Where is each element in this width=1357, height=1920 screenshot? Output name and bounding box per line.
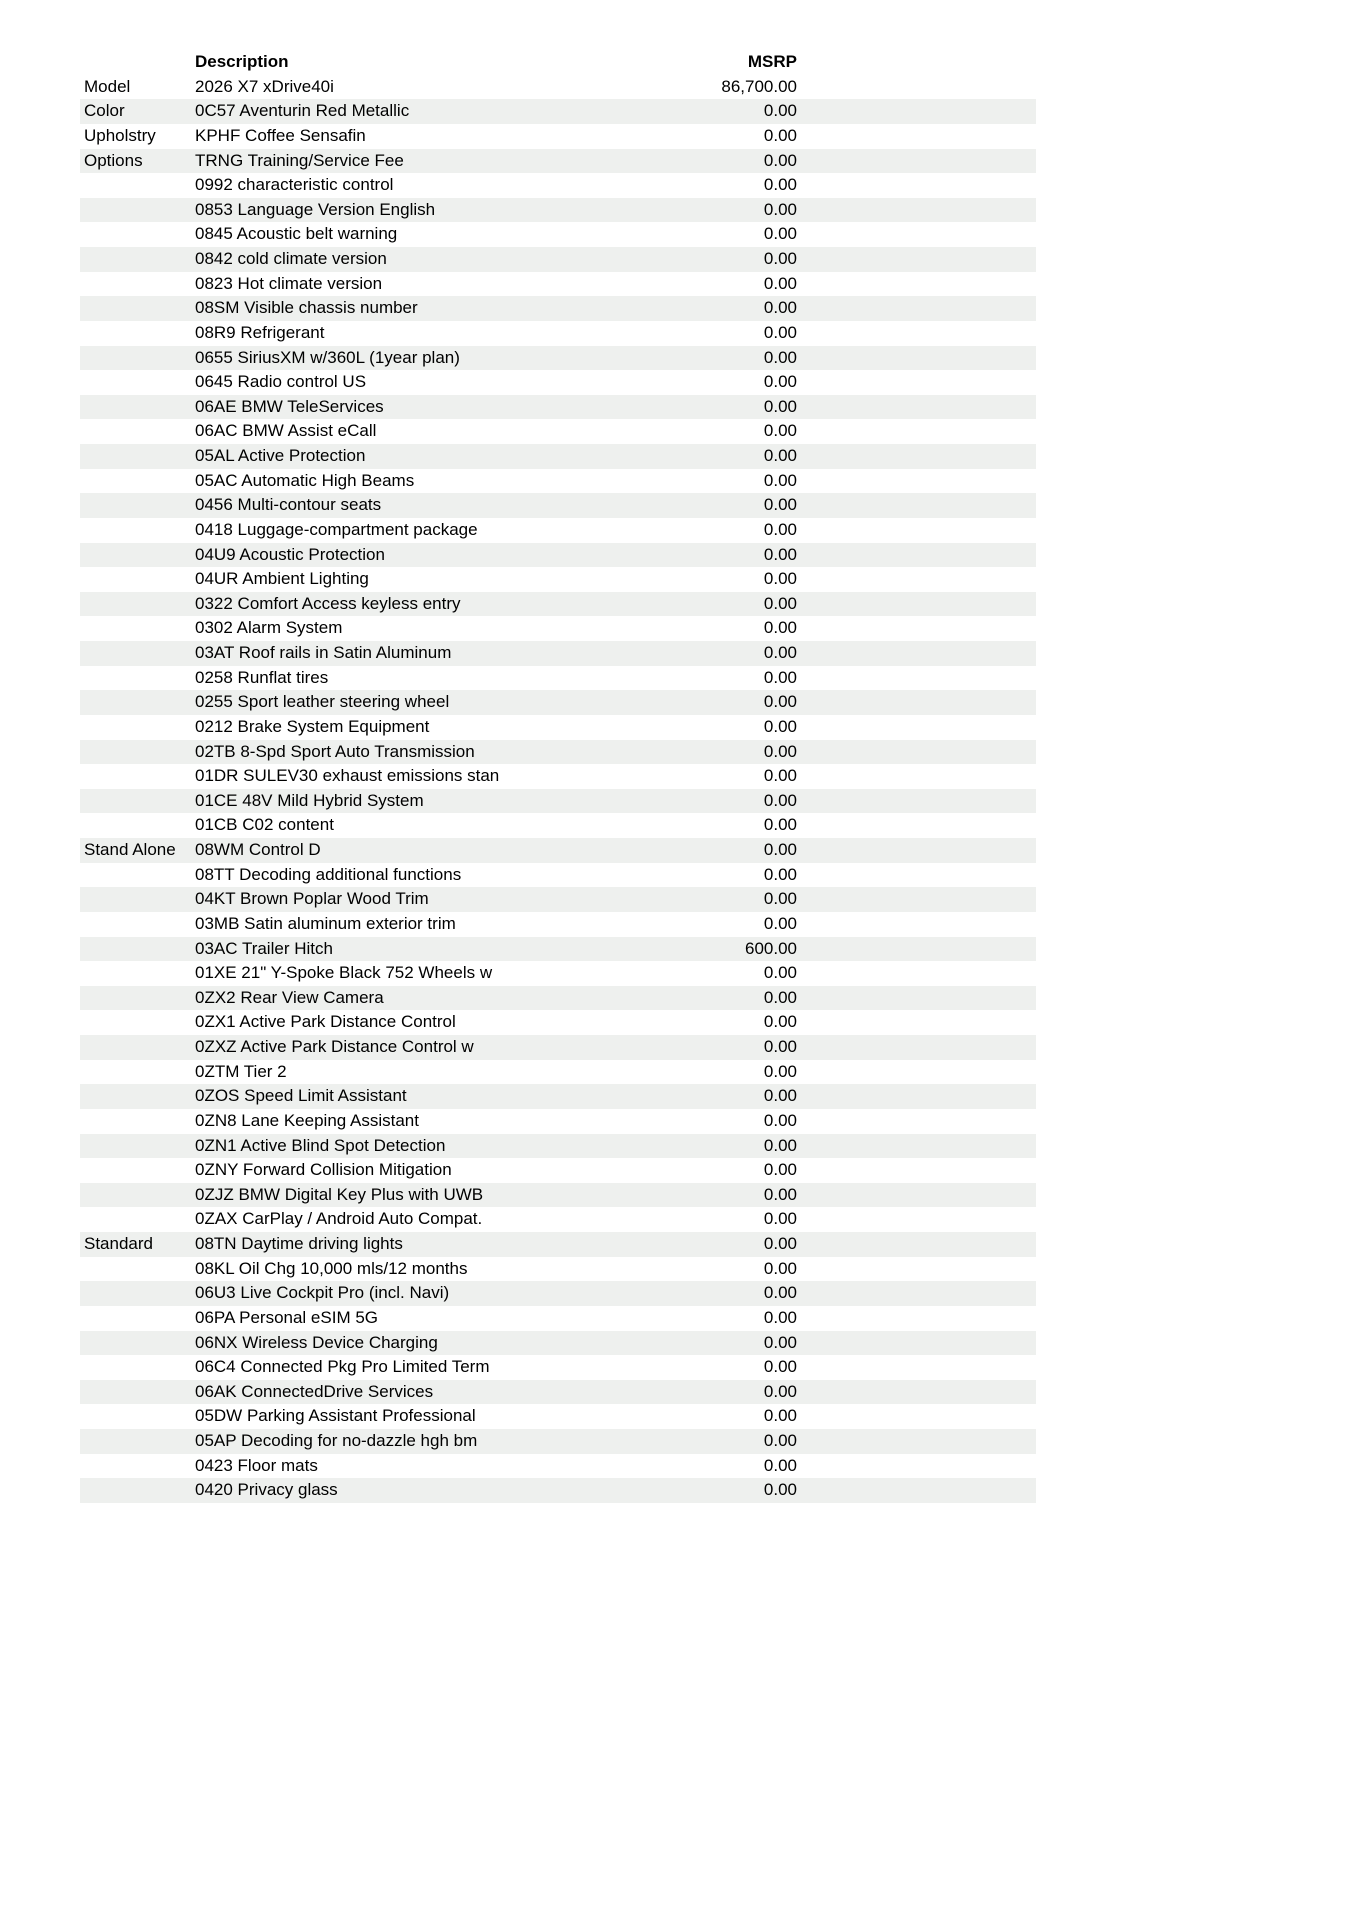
vehicle-option-table bbox=[80, 50, 1036, 1503]
row-category: Standard bbox=[84, 1234, 153, 1253]
row-msrp: 0.00 bbox=[763, 1332, 797, 1352]
table-row bbox=[80, 1232, 1036, 1257]
row-description: 05AP Decoding for no-dazzle hgh bm bbox=[195, 1431, 478, 1450]
row-msrp: 0.00 bbox=[763, 1012, 797, 1032]
table-row bbox=[80, 1207, 1036, 1232]
row-msrp: 0.00 bbox=[763, 199, 797, 219]
row-msrp: 0.00 bbox=[763, 692, 797, 712]
table-row bbox=[80, 1478, 1036, 1503]
table-row bbox=[80, 1109, 1036, 1134]
table-row bbox=[80, 124, 1036, 149]
row-category: Color bbox=[84, 101, 125, 121]
row-description: 04U9 Acoustic Protection bbox=[195, 544, 385, 564]
row-description: 0842 cold climate version bbox=[195, 249, 387, 268]
row-msrp: 0.00 bbox=[763, 347, 797, 367]
row-description: 08R9 Refrigerant bbox=[195, 322, 325, 342]
row-msrp: 0.00 bbox=[763, 322, 797, 342]
row-description: 0322 Comfort Access keyless entry bbox=[195, 593, 461, 613]
row-description: 06AK ConnectedDrive Services bbox=[195, 1381, 434, 1401]
table-row bbox=[80, 567, 1036, 592]
table-row bbox=[80, 247, 1036, 272]
option-table-body bbox=[80, 75, 1036, 1503]
row-msrp: 0.00 bbox=[763, 1160, 797, 1180]
row-description: 06NX Wireless Device Charging bbox=[195, 1332, 438, 1352]
row-msrp: 0.00 bbox=[763, 1480, 797, 1500]
row-msrp: 0.00 bbox=[763, 175, 797, 195]
table-row bbox=[80, 813, 1036, 838]
row-description: 0418 Luggage-compartment package bbox=[195, 519, 478, 539]
row-description: 05DW Parking Assistant Professional bbox=[195, 1406, 476, 1426]
row-description: 01XE 21" Y-Spoke Black 752 Wheels w bbox=[195, 963, 493, 983]
table-row bbox=[80, 616, 1036, 641]
table-row bbox=[80, 198, 1036, 223]
row-category: Model bbox=[84, 76, 131, 96]
table-header-row bbox=[80, 50, 1036, 75]
row-msrp: 0.00 bbox=[763, 470, 797, 490]
row-msrp: 0.00 bbox=[763, 298, 797, 318]
row-msrp: 0.00 bbox=[763, 1209, 797, 1229]
row-msrp: 0.00 bbox=[763, 815, 797, 835]
row-msrp: 0.00 bbox=[763, 372, 797, 392]
row-msrp: 0.00 bbox=[763, 125, 797, 145]
row-msrp: 0.00 bbox=[763, 150, 797, 170]
row-description: 2026 X7 xDrive40i bbox=[195, 76, 334, 96]
table-row bbox=[80, 1183, 1036, 1208]
table-row bbox=[80, 863, 1036, 888]
row-description: KPHF Coffee Sensafin bbox=[195, 125, 366, 145]
row-msrp: 0.00 bbox=[763, 1086, 797, 1106]
row-msrp: 0.00 bbox=[763, 1455, 797, 1475]
row-msrp: 0.00 bbox=[763, 716, 797, 736]
row-description: 0655 SiriusXM w/360L (1year plan) bbox=[195, 347, 460, 367]
row-msrp: 0.00 bbox=[763, 495, 797, 515]
row-msrp: 0.00 bbox=[763, 1431, 797, 1450]
row-description: 0258 Runflat tires bbox=[195, 667, 329, 687]
row-description: 0823 Hot climate version bbox=[195, 273, 383, 293]
row-msrp: 0.00 bbox=[763, 618, 797, 638]
table-row bbox=[80, 715, 1036, 740]
table-row bbox=[80, 1404, 1036, 1429]
table-row bbox=[80, 346, 1036, 371]
row-description: 03AT Roof rails in Satin Aluminum bbox=[195, 643, 452, 662]
row-msrp: 0.00 bbox=[763, 1037, 797, 1056]
row-msrp: 0.00 bbox=[763, 667, 797, 687]
table-row bbox=[80, 75, 1036, 100]
row-msrp: 0.00 bbox=[763, 987, 797, 1007]
row-category: Stand Alone bbox=[84, 840, 176, 859]
table-row bbox=[80, 764, 1036, 789]
table-row bbox=[80, 1331, 1036, 1356]
header-msrp: MSRP bbox=[747, 52, 797, 71]
row-msrp: 0.00 bbox=[763, 963, 797, 983]
row-description: 01CB C02 content bbox=[195, 815, 334, 835]
row-msrp: 0.00 bbox=[763, 1184, 797, 1204]
table-row bbox=[80, 272, 1036, 297]
row-description: 0423 Floor mats bbox=[195, 1455, 318, 1475]
table-row bbox=[80, 789, 1036, 814]
table-row bbox=[80, 986, 1036, 1011]
row-description: 08KL Oil Chg 10,000 mls/12 months bbox=[195, 1258, 468, 1278]
row-msrp: 0.00 bbox=[763, 741, 797, 761]
row-msrp: 0.00 bbox=[763, 643, 797, 662]
row-description: 0302 Alarm System bbox=[195, 618, 343, 638]
row-description: 08WM Control D bbox=[195, 840, 321, 859]
row-description: 05AL Active Protection bbox=[195, 446, 366, 465]
row-description: 06U3 Live Cockpit Pro (incl. Navi) bbox=[195, 1283, 450, 1303]
table-row bbox=[80, 296, 1036, 321]
row-description: 0992 characteristic control bbox=[195, 175, 394, 195]
row-msrp: 86,700.00 bbox=[721, 76, 797, 96]
row-description: 0420 Privacy glass bbox=[195, 1480, 338, 1500]
table-row bbox=[80, 99, 1036, 124]
row-description: 01CE 48V Mild Hybrid System bbox=[195, 790, 424, 810]
row-msrp: 600.00 bbox=[745, 938, 797, 958]
table-row bbox=[80, 370, 1036, 395]
row-msrp: 0.00 bbox=[763, 519, 797, 539]
row-msrp: 0.00 bbox=[763, 1381, 797, 1401]
table-row bbox=[80, 444, 1036, 469]
row-description: 08TN Daytime driving lights bbox=[195, 1234, 403, 1253]
table-row bbox=[80, 419, 1036, 444]
table-row bbox=[80, 887, 1036, 912]
row-msrp: 0.00 bbox=[763, 421, 797, 441]
row-description: 0ZOS Speed Limit Assistant bbox=[195, 1086, 407, 1106]
row-description: 02TB 8-Spd Sport Auto Transmission bbox=[195, 741, 475, 761]
table-row bbox=[80, 1158, 1036, 1183]
row-description: 06AC BMW Assist eCall bbox=[195, 421, 377, 441]
row-description: TRNG Training/Service Fee bbox=[195, 150, 404, 170]
table-row bbox=[80, 912, 1036, 937]
table-row bbox=[80, 173, 1036, 198]
table-row bbox=[80, 690, 1036, 715]
row-description: 0C57 Aventurin Red Metallic bbox=[195, 101, 410, 121]
row-description: 0853 Language Version English bbox=[195, 199, 436, 219]
row-category: Options bbox=[84, 150, 143, 170]
row-msrp: 0.00 bbox=[763, 1258, 797, 1278]
row-description: 05AC Automatic High Beams bbox=[195, 470, 415, 490]
row-description: 0645 Radio control US bbox=[195, 372, 367, 392]
row-msrp: 0.00 bbox=[763, 1357, 797, 1377]
row-msrp: 0.00 bbox=[763, 1307, 797, 1327]
row-msrp: 0.00 bbox=[763, 790, 797, 810]
row-msrp: 0.00 bbox=[763, 766, 797, 786]
table-row bbox=[80, 321, 1036, 346]
table-row bbox=[80, 1380, 1036, 1405]
table-row bbox=[80, 1429, 1036, 1454]
table-row bbox=[80, 222, 1036, 247]
row-msrp: 0.00 bbox=[763, 1283, 797, 1303]
row-msrp: 0.00 bbox=[763, 101, 797, 121]
table-row bbox=[80, 1010, 1036, 1035]
row-description: 08TT Decoding additional functions bbox=[195, 864, 462, 884]
row-msrp: 0.00 bbox=[763, 544, 797, 564]
table-row bbox=[80, 1355, 1036, 1380]
row-description: 06PA Personal eSIM 5G bbox=[195, 1307, 379, 1327]
table-row bbox=[80, 1257, 1036, 1282]
table-row bbox=[80, 1454, 1036, 1479]
row-description: 06AE BMW TeleServices bbox=[195, 396, 384, 416]
table-row bbox=[80, 740, 1036, 765]
row-msrp: 0.00 bbox=[763, 224, 797, 244]
table-row bbox=[80, 493, 1036, 518]
row-description: 0ZTM Tier 2 bbox=[195, 1061, 287, 1081]
table-row bbox=[80, 592, 1036, 617]
table-row bbox=[80, 518, 1036, 543]
row-description: 03MB Satin aluminum exterior trim bbox=[195, 913, 456, 933]
header-description: Description bbox=[195, 52, 289, 71]
row-msrp: 0.00 bbox=[763, 1234, 797, 1253]
row-description: 0ZAX CarPlay / Android Auto Compat. bbox=[195, 1209, 483, 1229]
table-row bbox=[80, 1084, 1036, 1109]
table-row bbox=[80, 149, 1036, 174]
row-description: 0255 Sport leather steering wheel bbox=[195, 692, 450, 712]
row-description: 0456 Multi-contour seats bbox=[195, 495, 382, 515]
row-msrp: 0.00 bbox=[763, 1135, 797, 1155]
row-description: 0ZJZ BMW Digital Key Plus with UWB bbox=[195, 1184, 484, 1204]
row-msrp: 0.00 bbox=[763, 1110, 797, 1130]
table-row bbox=[80, 961, 1036, 986]
table-row bbox=[80, 1060, 1036, 1085]
row-description: 0ZX2 Rear View Camera bbox=[195, 987, 384, 1007]
row-msrp: 0.00 bbox=[763, 593, 797, 613]
row-description: 0212 Brake System Equipment bbox=[195, 716, 430, 736]
row-description: 06C4 Connected Pkg Pro Limited Term bbox=[195, 1357, 490, 1377]
row-description: 04KT Brown Poplar Wood Trim bbox=[195, 889, 429, 909]
row-msrp: 0.00 bbox=[763, 569, 797, 589]
table-row bbox=[80, 1134, 1036, 1159]
table-row bbox=[80, 395, 1036, 420]
row-description: 0ZN8 Lane Keeping Assistant bbox=[195, 1110, 419, 1130]
table-row bbox=[80, 666, 1036, 691]
row-msrp: 0.00 bbox=[763, 1061, 797, 1081]
row-description: 01DR SULEV30 exhaust emissions stan bbox=[195, 766, 500, 786]
row-description: 04UR Ambient Lighting bbox=[195, 569, 369, 589]
table-row bbox=[80, 937, 1036, 962]
row-msrp: 0.00 bbox=[763, 446, 797, 465]
table-row bbox=[80, 543, 1036, 568]
row-msrp: 0.00 bbox=[763, 840, 797, 859]
table-row bbox=[80, 1306, 1036, 1331]
row-msrp: 0.00 bbox=[763, 1406, 797, 1426]
table-row bbox=[80, 641, 1036, 666]
row-msrp: 0.00 bbox=[763, 249, 797, 268]
row-description: 0ZN1 Active Blind Spot Detection bbox=[195, 1135, 446, 1155]
table-row bbox=[80, 1035, 1036, 1060]
table-row bbox=[80, 1281, 1036, 1306]
row-description: 0ZNY Forward Collision Mitigation bbox=[195, 1160, 452, 1180]
row-msrp: 0.00 bbox=[763, 273, 797, 293]
table-row bbox=[80, 838, 1036, 863]
row-msrp: 0.00 bbox=[763, 889, 797, 909]
row-description: 0845 Acoustic belt warning bbox=[195, 224, 398, 244]
row-description: 08SM Visible chassis number bbox=[195, 298, 418, 318]
row-msrp: 0.00 bbox=[763, 864, 797, 884]
row-msrp: 0.00 bbox=[763, 913, 797, 933]
row-msrp: 0.00 bbox=[763, 396, 797, 416]
table-row bbox=[80, 469, 1036, 494]
row-category: Upholstry bbox=[84, 125, 156, 145]
row-description: 03AC Trailer Hitch bbox=[195, 938, 333, 958]
row-description: 0ZXZ Active Park Distance Control w bbox=[195, 1037, 474, 1056]
row-description: 0ZX1 Active Park Distance Control bbox=[195, 1012, 456, 1032]
